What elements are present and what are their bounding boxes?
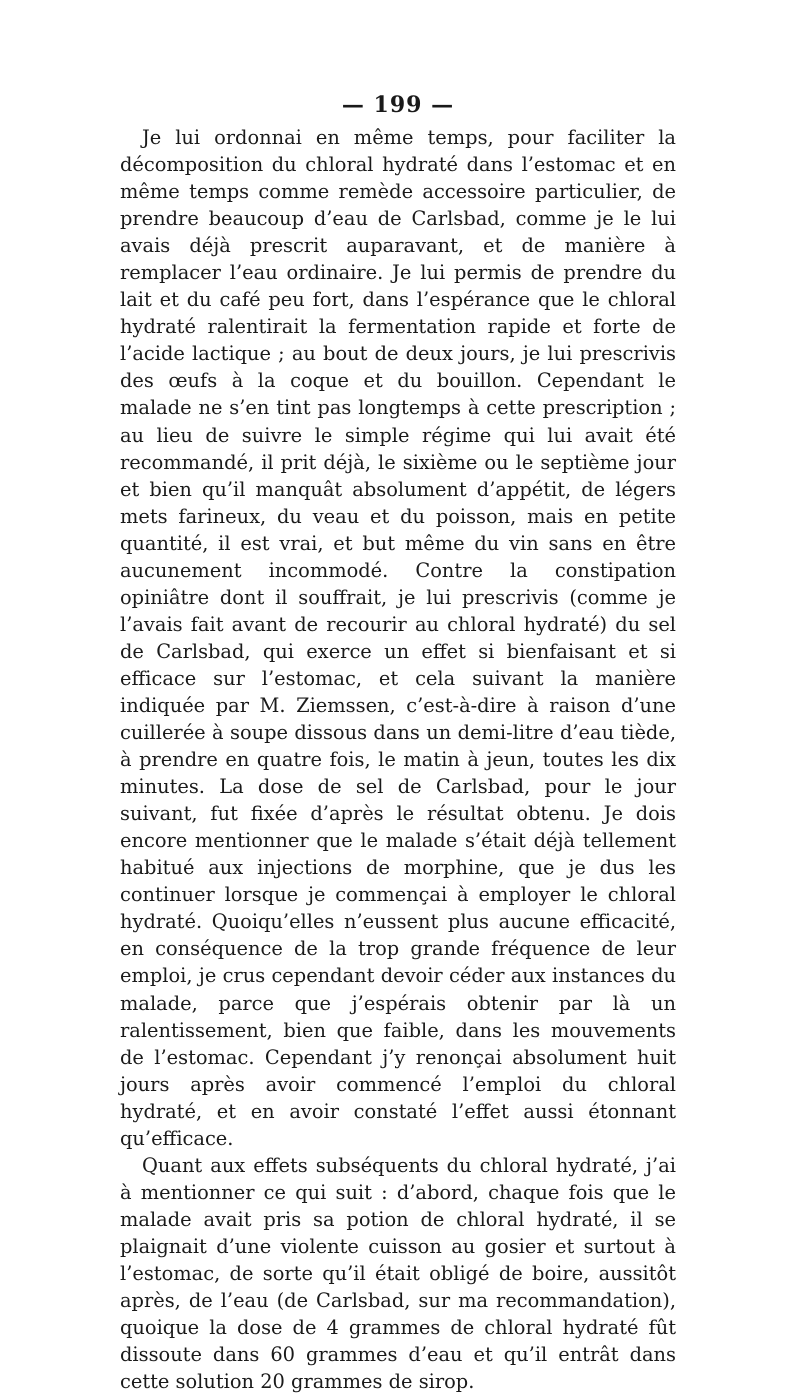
book-page — [120, 88, 676, 1395]
paragraph-1: Je lui ordonnai en même temps, pour faciliter la décomposition du chloral hydraté dans l’estomac et en même temps comme remède accessoire particulier, de prendre beaucoup d’eau de Carlsbad, comme je le lui avais déjà prescrit auparavant, et de manière à remplacer l’eau ordinaire. Je lui permis de prendre du lait et du café peu fort, dans l’espérance que le chloral hydraté ralentirait la fermentation rapide et forte de l’acide lactique ; au bout de deux jours, je lui prescrivis des œufs à la coque et du bouillon. Cependant le malade ne s’en tint pas longtemps à cette prescription ; au lieu de suivre le simple régime qui lui avait été recommandé, il prit déjà, le sixième ou le septième jour et bien qu’il manquât absolument d’appétit, de légers mets farineux, du veau et du poisson, mais en petite quantité, il est vrai, et but même du vin sans en être aucunement incommodé. Contre la constipation opiniâtre dont il souffrait, je lui prescrivis (comme je l’avais fait avant de recourir au chloral hydraté) du sel de Carlsbad, qui exerce un effet si bienfaisant et si efficace sur l’estomac, et cela suivant la manière indiquée par M. Ziemssen, c’est-à-dire à raison d’une cuillerée à soupe dissous dans un demi-litre d’eau tiède, à prendre en quatre fois, le matin à jeun, toutes les dix minutes. La dose de sel de Carlsbad, pour le jour suivant, fut fixée d’après le résultat obtenu. Je dois encore mentionner que le malade s’était déjà tellement habitué aux injections de morphine, que je dus les continuer lorsque je commençai à employer le chloral hydraté. Quoiqu’elles n’eussent plus aucune efficacité, en conséquence de la trop grande fréquence de leur emploi, je crus cependant devoir céder aux instances du malade, parce que j’espérais obtenir par là un ralentissement, bien que faible, dans les mouvements de l’estomac. Cependant j’y renonçai absolument huit jours après avoir commencé l’emploi du chloral hydraté, et en avoir constaté l’effet aussi étonnant qu’efficace. — [120, 126, 676, 1150]
page-number: — 199 — — [341, 92, 455, 118]
paragraph-2: Quant aux effets subséquents du chloral hydraté, j’ai à mentionner ce qui suit : d’abord, chaque fois que le malade avait pris sa potion de chloral hydraté, il se plaignait d’une violente cuisson au gosier et surtout à l’estomac, de sorte qu’il était obligé de boire, aussitôt après, de l’eau (de Carlsbad, sur ma recommandation), quoique la dose de 4 grammes de chloral hydraté fût dissoute dans 60 grammes d’eau et qu’il entrât dans cette solution 20 grammes de sirop. — [120, 1153, 676, 1394]
